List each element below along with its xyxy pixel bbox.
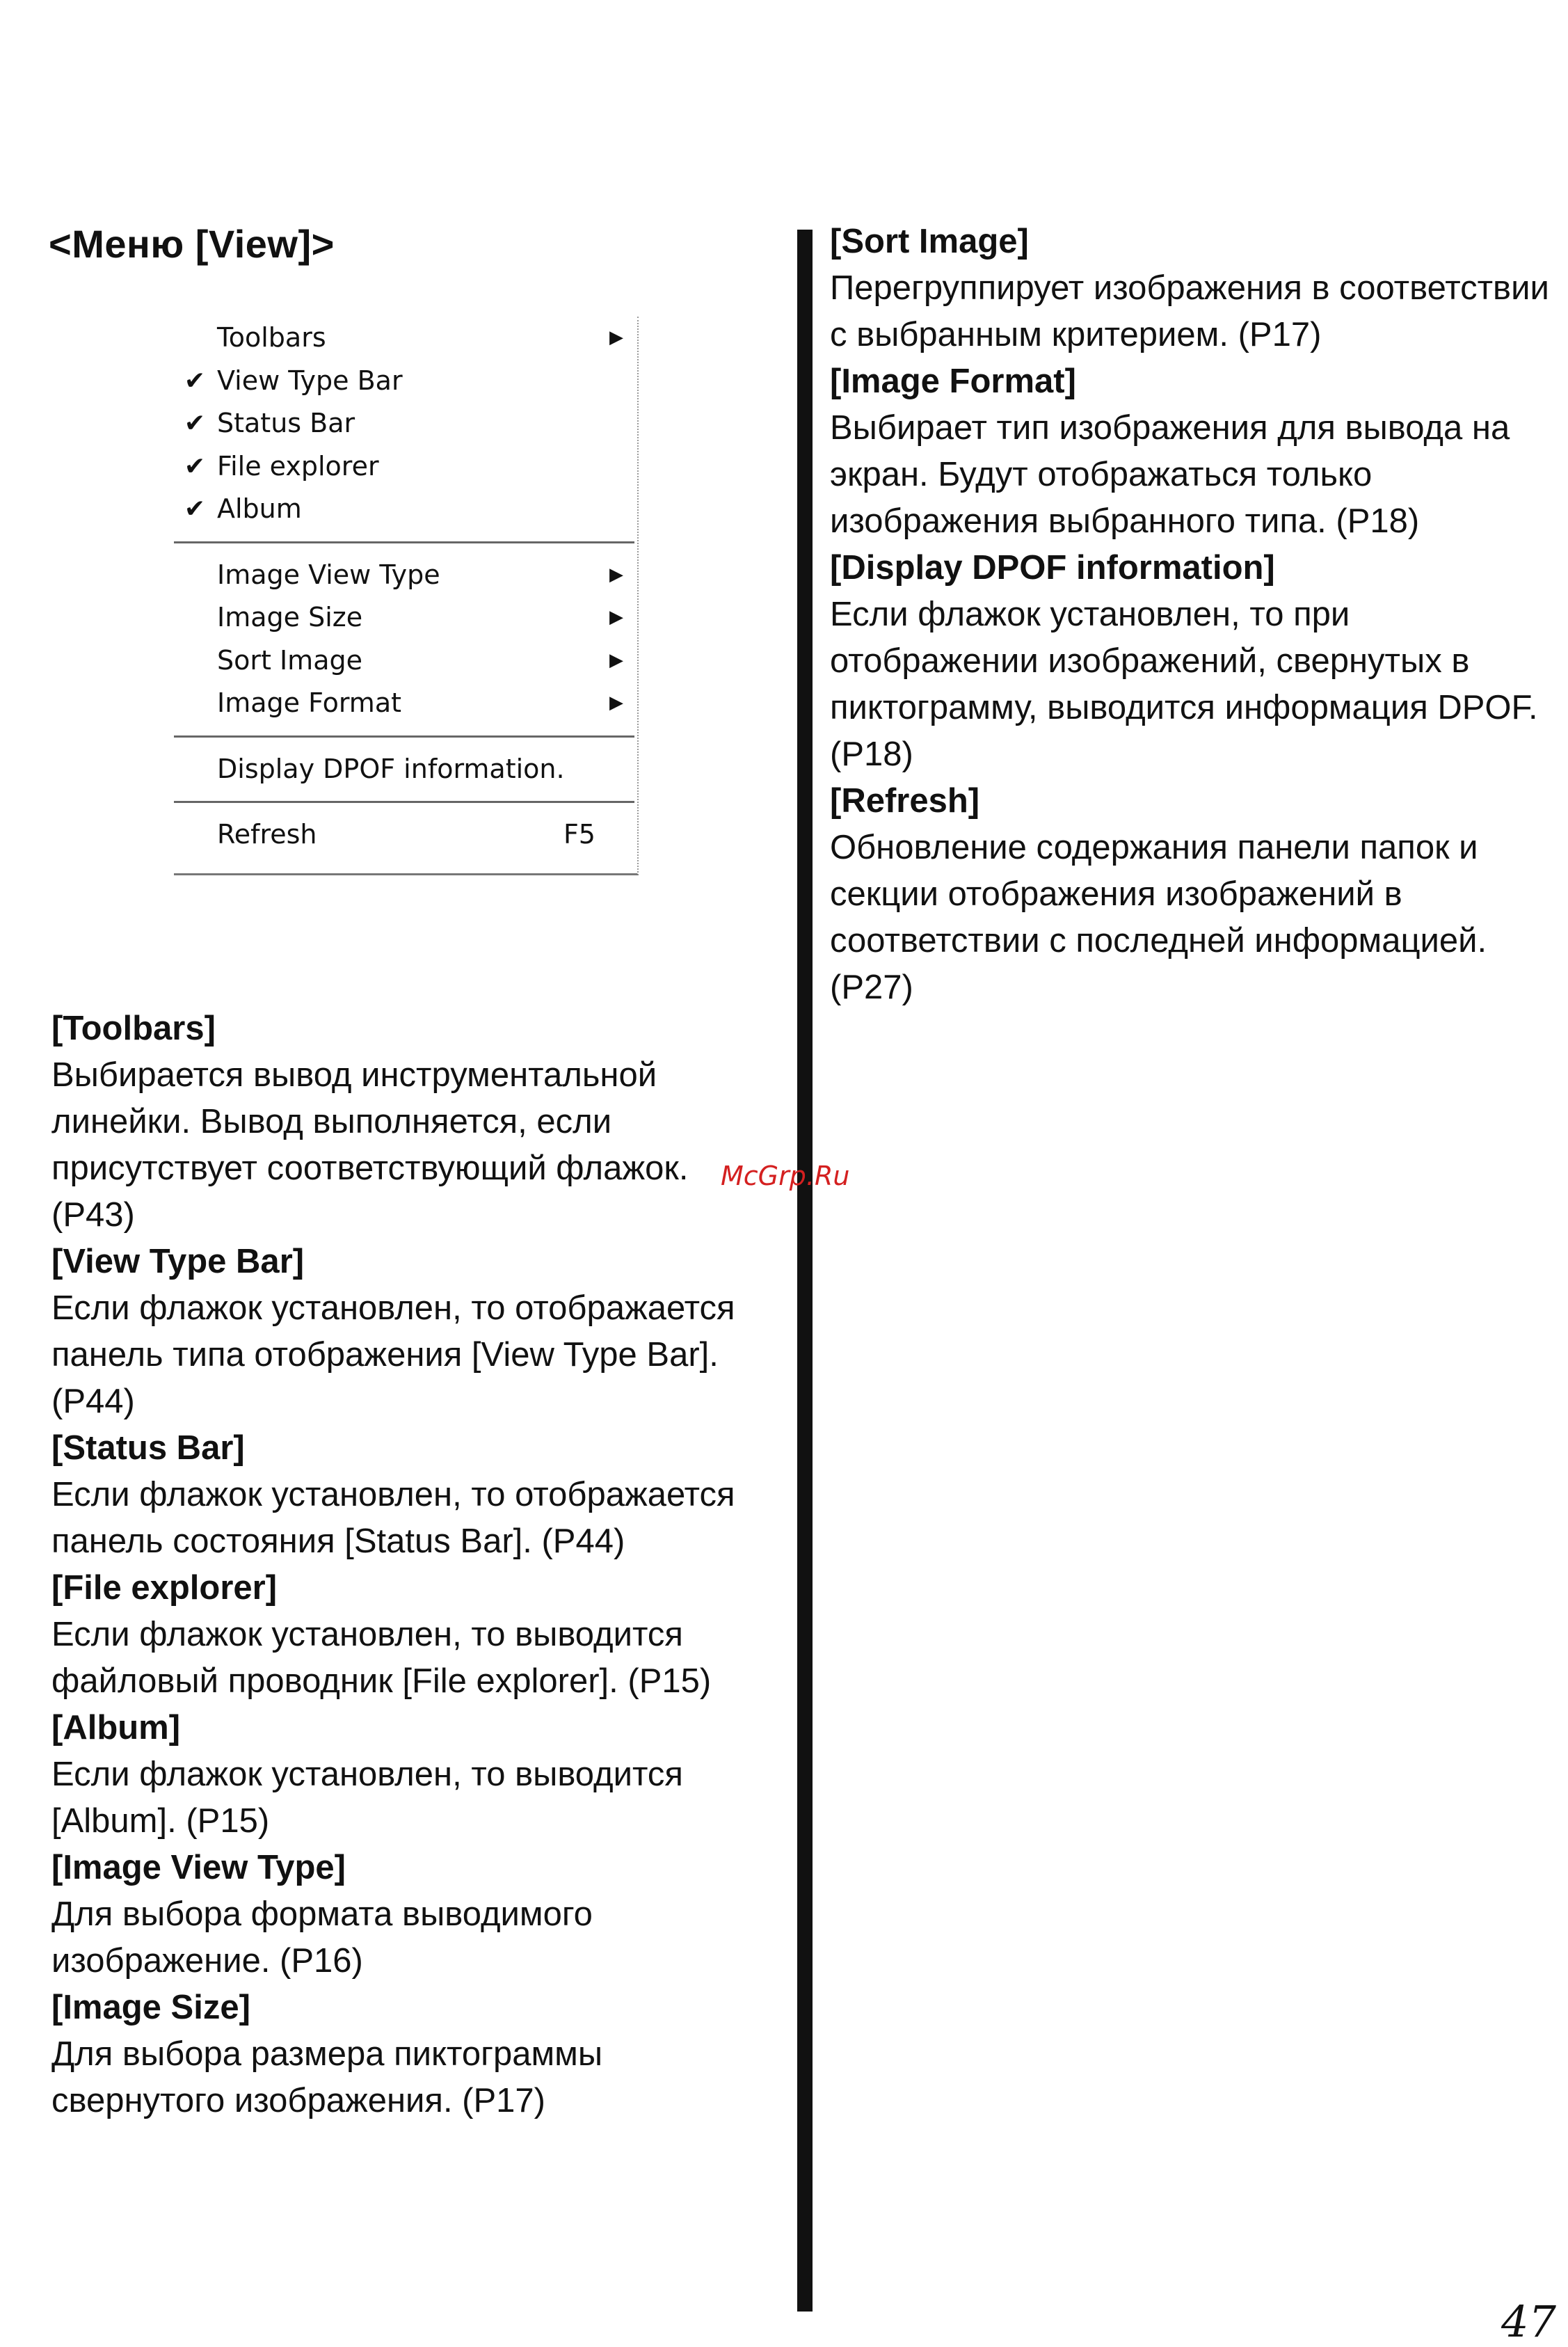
menu-item-label: Sort Image [217, 644, 362, 676]
page-number: 47 [1501, 2296, 1556, 2347]
entry-heading: [Image View Type] [51, 1849, 346, 1886]
entry-heading: [Album] [51, 1709, 181, 1747]
entry-heading: [Toolbars] [51, 1010, 216, 1047]
entry-heading: [Image Size] [51, 1989, 250, 2026]
check-icon: ✔ [184, 409, 206, 438]
check-icon: ✔ [184, 366, 206, 395]
submenu-arrow-icon: ▶ [609, 649, 623, 671]
menu-separator [174, 801, 634, 803]
menu-item-album[interactable] [174, 488, 637, 531]
entry-body: Перегруппирует изображения в соответствии с выбранным критерием. (P17) [830, 269, 1549, 353]
check-icon: ✔ [184, 452, 206, 481]
menu-item-shortcut: F5 [563, 819, 595, 850]
entry-body: Выбирает тип изображения для вывода на экран. Будут отображаться только изображения выбранного типа. (P18) [830, 409, 1510, 540]
submenu-arrow-icon: ▶ [609, 564, 623, 585]
menu-item-label: Refresh [217, 819, 317, 850]
entry-body: Если флажок установлен, то выводится [Album]. (P15) [51, 1756, 683, 1840]
menu-item-sort-image[interactable] [174, 639, 637, 683]
entry-heading: [File explorer] [51, 1569, 278, 1607]
view-menu [174, 317, 639, 875]
submenu-arrow-icon: ▶ [609, 607, 623, 628]
entry-body: Обновление содержания панели папок и секции отображения изображений в соответствии с последней информацией. (P27) [830, 829, 1487, 1006]
menu-item-refresh[interactable] [174, 813, 637, 857]
menu-item-view-type-bar[interactable] [174, 360, 637, 403]
menu-item-label: File explorer [217, 450, 379, 482]
page-title: <Меню [View]> [49, 222, 335, 266]
check-icon: ✔ [184, 495, 206, 523]
menu-item-label: Image View Type [217, 559, 440, 590]
entry-body: Выбирается вывод инструментальной линейки. Вывод выполняется, если присутствует соответствующий флажок. (P43) [51, 1056, 689, 1234]
entry-body: Если флажок установлен, то при отображении изображений, свернутых в пиктограмму, выводится информация DPOF. (P18) [830, 596, 1538, 773]
entry-body: Если флажок установлен, то отображается панель типа отображения [View Type Bar]. (P44) [51, 1289, 735, 1420]
right-column [830, 218, 1553, 1011]
menu-item-image-size[interactable] [174, 596, 637, 639]
menu-item-display-dpof[interactable] [174, 748, 637, 791]
submenu-arrow-icon: ▶ [609, 327, 623, 348]
menu-item-status-bar[interactable] [174, 402, 637, 445]
menu-item-file-explorer[interactable] [174, 445, 637, 488]
menu-separator [174, 541, 634, 543]
entry-body: Если флажок установлен, то отображается панель состояния [Status Bar]. (P44) [51, 1476, 735, 1560]
entry-heading: [View Type Bar] [51, 1243, 305, 1280]
submenu-arrow-icon: ▶ [609, 692, 623, 713]
menu-item-label: Image Format [217, 687, 401, 718]
menu-item-label: Album [217, 493, 302, 524]
entry-body: Если флажок установлен, то выводится файловый проводник [File explorer]. (P15) [51, 1616, 712, 1700]
entry-heading: [Display DPOF information] [830, 549, 1275, 587]
left-column [51, 1005, 775, 2124]
menu-item-image-format[interactable] [174, 682, 637, 725]
menu-item-label: Display DPOF information. [217, 753, 565, 784]
menu-item-label: Toolbars [217, 322, 326, 353]
menu-item-label: View Type Bar [217, 365, 403, 396]
entry-body: Для выбора размера пиктограммы свернутого изображения. (P17) [51, 2035, 603, 2119]
watermark: McGrp.Ru [721, 1161, 850, 1191]
menu-item-image-view-type[interactable] [174, 554, 637, 597]
entry-heading: [Refresh] [830, 782, 980, 820]
menu-item-label: Image Size [217, 602, 363, 633]
entry-heading: [Status Bar] [51, 1429, 245, 1467]
entry-heading: [Sort Image] [830, 223, 1029, 260]
entry-heading: [Image Format] [830, 363, 1076, 400]
menu-separator [174, 735, 634, 738]
entry-body: Для выбора формата выводимого изображение. (P16) [51, 1895, 593, 1980]
menu-item-toolbars[interactable] [174, 317, 637, 360]
column-divider [797, 230, 813, 2312]
menu-item-label: Status Bar [217, 408, 355, 438]
